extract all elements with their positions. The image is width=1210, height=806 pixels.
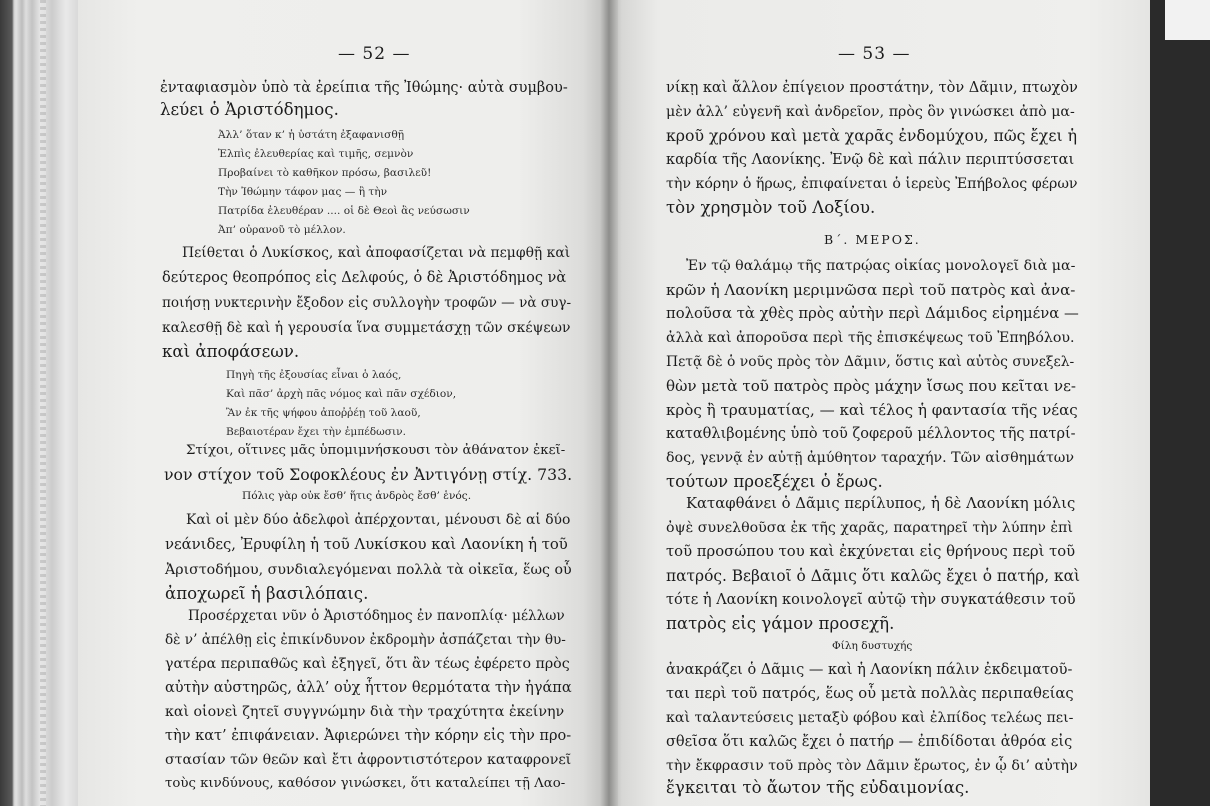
verse-line: Καὶ πᾶσ’ ἀρχὴ πᾶς νόμος καὶ πᾶν σχέδιον, [226, 388, 457, 400]
right-page-number: — 53 — [838, 44, 911, 64]
right-line: τούτων προεξέχει ὁ ἔρως. [666, 472, 883, 491]
left-line: Πείθεται ὁ Λυκίσκος, καὶ ἀποφασίζεται νὰ πεμφθῇ καὶ [182, 245, 571, 261]
right-line: ὀψὲ συνελθοῦσα ἐκ τῆς χαρᾶς, παρατηρεῖ τὴν λύπην ἐπὶ [666, 520, 1073, 536]
left-line: δὲ ν’ ἀπέλθῃ εἰς ἐπικίνδυνον ἐκδρομὴν ἀσπάζεται τὴν θυ- [165, 632, 566, 648]
verse-line: Ἐλπὶς ἐλευθερίας καὶ τιμῆς, σεμνὸν [218, 148, 414, 160]
verse-line: Προβαίνει τὸ καθῆκον πρόσω, βασιλεῦ! [218, 167, 432, 179]
left-line: ἀποχωρεῖ ἡ βασιλόπαις. [165, 584, 369, 603]
verse-line: Ἀπ’ οὐρανοῦ τὸ μέλλον. [218, 224, 346, 236]
right-line: Πετᾷ δὲ ὁ νοῦς πρὸς τὸν Δᾶμιν, ὅστις καὶ αὐτὸς συνεξελ- [666, 354, 1075, 370]
left-line: δεύτερος θεοπρόπος εἰς Δελφούς, ὁ δὲ Ἀριστόδημος νὰ [162, 270, 567, 286]
left-line: ποιήσῃ νυκτερινὴν ἔξοδον εἰς συλλογὴν τροφῶν — νὰ συγ- [162, 295, 572, 311]
right-line: καρδία τῆς Λαονίκης. Ἐνῷ δὲ καὶ πάλιν περιπτύσσεται [666, 152, 1075, 168]
right-line: τὸν χρησμὸν τοῦ Λοξίου. [666, 198, 876, 217]
left-line: Καὶ οἱ μὲν δύο ἀδελφοὶ ἀπέρχονται, μένουσι δὲ αἱ δύο [186, 512, 571, 528]
left-line: Στίχοι, οἵτινες μᾶς ὑπομιμνήσκουσι τὸν ἀθάνατον ἐκεῖ- [186, 443, 566, 458]
exclamation-line: Φίλη δυστυχής [832, 640, 913, 652]
right-line: τότε ἡ Λαονίκη κοινολογεῖ αὐτῷ τὴν συγκατάθεσιν τοῦ [666, 592, 1076, 608]
right-line: μὲν ἀλλ’ εὐγενῆ καὶ ἀνδρεῖον, πρὸς ὃν γινώσκει ἀπὸ μα- [666, 104, 1075, 120]
right-line: κροῦ χρόνου καὶ μετὰ χαρᾶς ἐνδομύχου, πῶς ἔχει ἡ [666, 126, 1077, 145]
right-line: καὶ ταλαντεύσεις μεταξὺ φόβου καὶ ἐλπίδος τελέως πει- [666, 710, 1074, 726]
left-line: τὴν κατ’ ἐπιφάνειαν. Ἀφιερώνει τὴν κόρην εἰς τὴν προ- [165, 728, 572, 744]
right-line: ἔγκειται τὸ ἄωτον τῆς εὐδαιμονίας. [666, 778, 970, 797]
right-line: Ἐν τῷ θαλάμῳ τῆς πατρῴας οἰκίας μονολογεῖ διὰ μα- [686, 258, 1076, 274]
left-line: γατέρα περιπαθῶς καὶ ἐξηγεῖ, ὅτι ἂν τέως ἐφέρετο πρὸς [165, 656, 570, 672]
right-line: νίκῃ καὶ ἄλλον ἐπίγειον προστάτην, τὸν Δᾶμιν, πτωχὸν [666, 80, 1078, 96]
left-line: ἐνταφιασμὸν ὑπὸ τὰ ἐρείπια τῆς Ἰθώμης· αὐτὰ συμβου- [160, 80, 568, 96]
right-line: πατρὸς εἰς γάμον προσεχῆ. [666, 614, 895, 633]
verse-line: Τὴν Ἰθώμην τάφον μας — ἢ τὴν [218, 186, 388, 198]
right-line: ται περὶ τοῦ πατρός, ἕως οὗ μετὰ πολλὰς περιπαθείας [666, 685, 1074, 702]
verse-line: Βεβαιοτέραν ἔχει τὴν ἐμπέδωσιν. [226, 426, 406, 438]
right-line: τὴν κόρην ὁ ἥρως, ἐπιφαίνεται ὁ ἱερεὺς Ἐπήβολος φέρων [666, 176, 1078, 192]
right-line: κρὸς ἢ τραυματίας, — καὶ τέλος ἡ φαντασία τῆς νέας [666, 401, 1078, 419]
book-page-edges [0, 0, 78, 806]
right-line: πατρός. Βεβαιοῖ ὁ Δᾶμις ὅτι καλῶς ἔχει ὁ πατήρ, καὶ [666, 567, 1081, 585]
left-line: στασίαν τῶν θεῶν καὶ ἔτι ἀφροντιστότερον καταφρονεῖ [165, 752, 572, 768]
right-line: Καταφθάνει ὁ Δᾶμις περίλυπος, ἡ δὲ Λαονίκη μόλις [686, 495, 1076, 512]
left-line: καὶ οἱονεὶ ζητεῖ συγγνώμην διὰ τὴν τραχύτητα ἐκείνην [165, 704, 565, 720]
left-line: λεύει ὁ Ἀριστόδημος. [160, 100, 339, 119]
left-line: Ἀριστοδήμου, συνδιαλεγόμεναι πολλὰ τὰ οἰκεῖα, ἕως οὗ [165, 562, 572, 578]
right-line: πολοῦσα τὰ χθὲς πρὸς αὐτὴν περὶ Δάμιδος εἰρημένα — [666, 305, 1079, 322]
left-line: καὶ ἀποφάσεων. [162, 342, 300, 361]
sophocles-quote: Πόλις γὰρ οὐκ ἔσθ’ ἥτις ἀνδρὸς ἔσθ’ ἑνός. [242, 490, 472, 502]
scan-corner [1165, 0, 1210, 40]
left-line: νεάνιδες, Ἐρυφίλη ἡ τοῦ Λυκίσκου καὶ Λαονίκη ἡ τοῦ [165, 536, 568, 553]
right-line: τοῦ προσώπου του καὶ ἐκχύνεται εἰς θρήνους περὶ τοῦ [666, 543, 1076, 560]
verse-line: Πατρίδα ἐλευθέραν .... οἱ δὲ Θεοὶ ἂς νεύσωσιν [218, 205, 470, 217]
right-line: δος, γεννᾷ ἐν αὐτῇ ἀμύθητον ταραχήν. Τῶν αἰσθημάτων [666, 450, 1074, 466]
right-line: ἀνακράζει ὁ Δᾶμις — καὶ ἡ Λαονίκη πάλιν ἐκδειματοῦ- [666, 662, 1073, 678]
scan-background [1150, 0, 1210, 806]
left-line: τοὺς κινδύνους, καθόσον γινώσκει, ὅτι καταλείπει τῇ Λαο- [165, 776, 566, 791]
left-page-number: — 52 — [338, 44, 411, 64]
verse-line: Πηγὴ τῆς ἐξουσίας εἶναι ὁ λαός, [226, 369, 402, 381]
verse-line: Ἀλλ’ ὅταν κ’ ἡ ὑστάτη ἐξαφανισθῇ [218, 129, 405, 141]
verse-line: Ἂν ἐκ τῆς ψήφου ἀποῤῥέῃ τοῦ λαοῦ, [226, 407, 421, 419]
right-line: τὴν ἔκφρασιν τοῦ πρὸς τὸν Δᾶμιν ἔρωτος, ἐν ᾧ δι’ αὐτὴν [666, 758, 1078, 774]
book-gutter [600, 0, 618, 806]
right-line: κρῶν ἡ Λαονίκη μεριμνῶσα περὶ τοῦ πατρὸς καὶ ἀνα- [666, 281, 1076, 299]
left-line: νον στίχον τοῦ Σοφοκλέους ἐν Ἀντιγόνῃ στίχ. 733. [164, 465, 573, 484]
right-line: θὼν μετὰ τοῦ πατρὸς πρὸς μάχην ἴσως που κεῖται νε- [666, 377, 1077, 395]
section-heading: Β΄. ΜΕΡΟΣ. [824, 232, 921, 247]
right-line: σθεῖσα ὅτι καλῶς ἔχει ὁ πατήρ — ἐπιδίδοται ἀθρόα εἰς [666, 734, 1073, 750]
left-line: αὐτὴν αὐστηρῶς, ἀλλ’ οὐχ ἧττον θερμότατα τὴν ἠγάπα [165, 680, 572, 696]
left-line: Προσέρχεται νῦν ὁ Ἀριστόδημος ἐν πανοπλίᾳ· μέλλων [188, 608, 565, 624]
right-line: καταθλιβομένης ὑπὸ τοῦ ζοφεροῦ μέλλοντος τῆς πατρί- [666, 426, 1076, 442]
right-line: ἀλλὰ καὶ ἀποροῦσα περὶ τῆς ἐπισκέψεως τοῦ Ἐπηβόλου. [666, 330, 1075, 346]
left-line: καλεσθῇ δὲ καὶ ἡ γερουσία ἵνα συμμετάσχῃ τῶν σκέψεων [162, 320, 571, 336]
